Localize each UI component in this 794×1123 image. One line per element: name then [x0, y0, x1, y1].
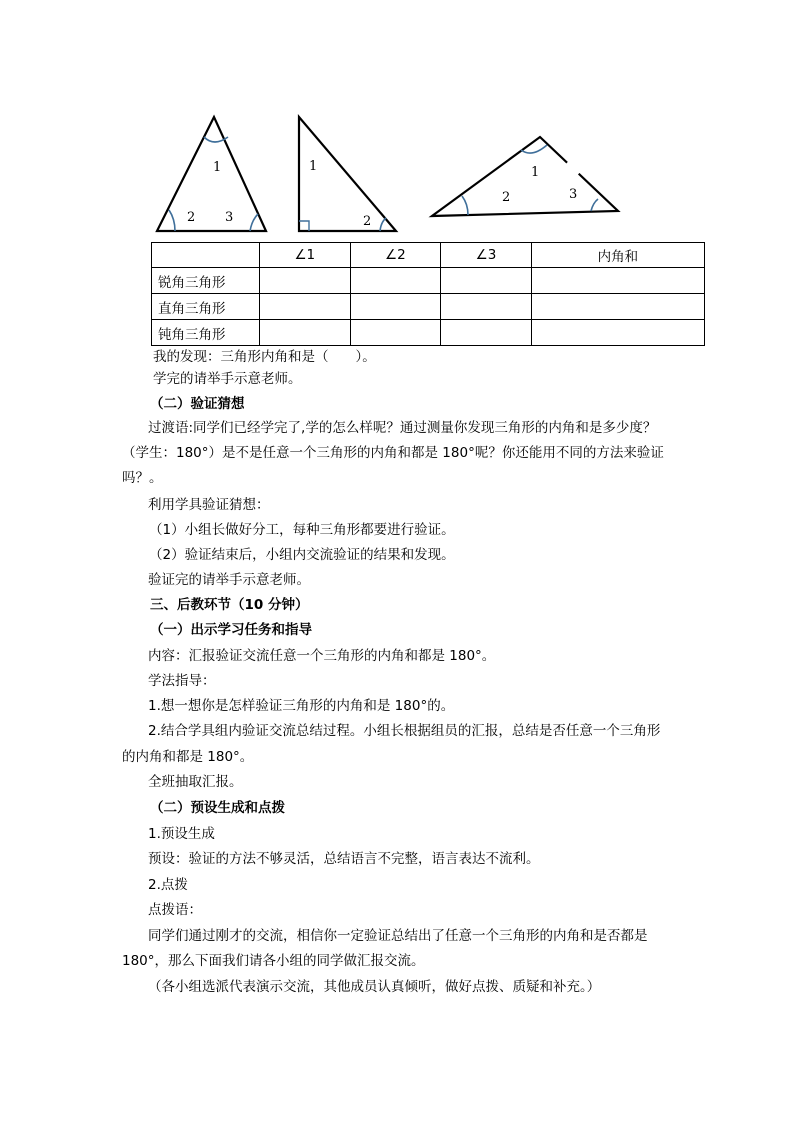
table-row	[152, 268, 705, 294]
table-cell	[350, 268, 441, 294]
preset-title: 1.预设生成	[148, 826, 215, 842]
table-row	[152, 320, 705, 346]
obtuse-triangle	[432, 137, 618, 216]
transition-line-3: 吗？。	[122, 470, 163, 486]
angle-table	[151, 242, 705, 346]
table-cell	[531, 294, 704, 320]
table-cell	[441, 294, 532, 320]
acute-triangle	[157, 117, 266, 231]
row-label: 直角三角形	[152, 294, 260, 320]
table-cell	[260, 268, 351, 294]
content-line: 内容：汇报验证交流任意一个三角形的内角和都是 180°。	[148, 648, 496, 664]
guide-line-3: （各小组选派代表演示交流，其他成员认真倾听，做好点拨、质疑和补充。）	[148, 979, 601, 995]
table-header-cell	[152, 243, 260, 268]
guide-line-2: 180°，那么下面我们请各小组的同学做汇报交流。	[122, 953, 425, 969]
transition-line-1: 过渡语:同学们已经学完了,学的怎么样呢？通过测量你发现三角形的内角和是多少度？	[148, 420, 657, 436]
method-2-line-1: 2.结合学具组内验证交流总结过程。小组长根据组员的汇报，总结是否任意一个三角形	[148, 723, 661, 739]
raise-hand-note: 学完的请举手示意老师。	[153, 371, 302, 387]
heading-preset: （二）预设生成和点拨	[150, 800, 285, 816]
method-title: 学法指导：	[148, 673, 216, 689]
method-1: 1.想一想你是怎样验证三角形的内角和是 180°的。	[148, 698, 455, 714]
acute-angle-label-3: 3	[225, 210, 234, 225]
table-cell	[350, 320, 441, 346]
right-angle-label-2: 2	[363, 214, 372, 229]
method-2-line-2: 的内角和都是 180°。	[122, 749, 254, 765]
acute-angle-label-1: 1	[213, 160, 222, 175]
table-cell	[531, 268, 704, 294]
acute-angle-label-2: 2	[187, 210, 196, 225]
row-label: 锐角三角形	[152, 268, 260, 294]
raise-hand-note-2: 验证完的请举手示意老师。	[148, 572, 310, 588]
step-2: （2）验证结束后，小组内交流验证的结果和发现。	[149, 547, 455, 563]
step-1: （1）小组长做好分工，每种三角形都要进行验证。	[149, 522, 455, 538]
guide-line-1: 同学们通过刚才的交流，相信你一定验证总结出了任意一个三角形的内角和是否都是	[148, 928, 648, 944]
table-header-cell: ∠1	[260, 243, 351, 268]
class-report: 全班抽取汇报。	[148, 774, 243, 790]
guide-label: 点拨语：	[148, 902, 202, 918]
heading-verify: （二）验证猜想	[150, 396, 245, 412]
table-cell	[531, 320, 704, 346]
tools-intro: 利用学具验证猜想：	[148, 497, 270, 513]
table-header-cell: ∠2	[350, 243, 441, 268]
table-cell	[350, 294, 441, 320]
table-header-row	[152, 243, 705, 268]
row-label: 钝角三角形	[152, 320, 260, 346]
obtuse-angle-label-3: 3	[569, 187, 578, 202]
table-cell	[260, 320, 351, 346]
transition-line-2: （学生：180°）是不是任意一个三角形的内角和都是 180°呢？你还能用不同的方法来验证	[122, 445, 664, 461]
discovery-line: 我的发现：三角形内角和是（ ）。	[153, 349, 376, 365]
section-title: 三、后教环节（10 分钟）	[150, 597, 309, 613]
guide-title: 2.点拨	[148, 877, 188, 893]
obtuse-angle-label-1: 1	[531, 165, 540, 180]
table-header-cell: 内角和	[531, 243, 704, 268]
table-cell	[441, 268, 532, 294]
right-angle-label-1: 1	[309, 159, 318, 174]
heading-task: （一）出示学习任务和指导	[150, 622, 312, 638]
right-triangle	[299, 117, 396, 231]
table-header-cell: ∠3	[441, 243, 532, 268]
table-row	[152, 294, 705, 320]
table-cell	[441, 320, 532, 346]
table-cell	[260, 294, 351, 320]
triangle-figures	[0, 0, 794, 240]
preset-text: 预设：验证的方法不够灵活，总结语言不完整，语言表达不流利。	[148, 851, 540, 867]
obtuse-angle-label-2: 2	[502, 190, 511, 205]
